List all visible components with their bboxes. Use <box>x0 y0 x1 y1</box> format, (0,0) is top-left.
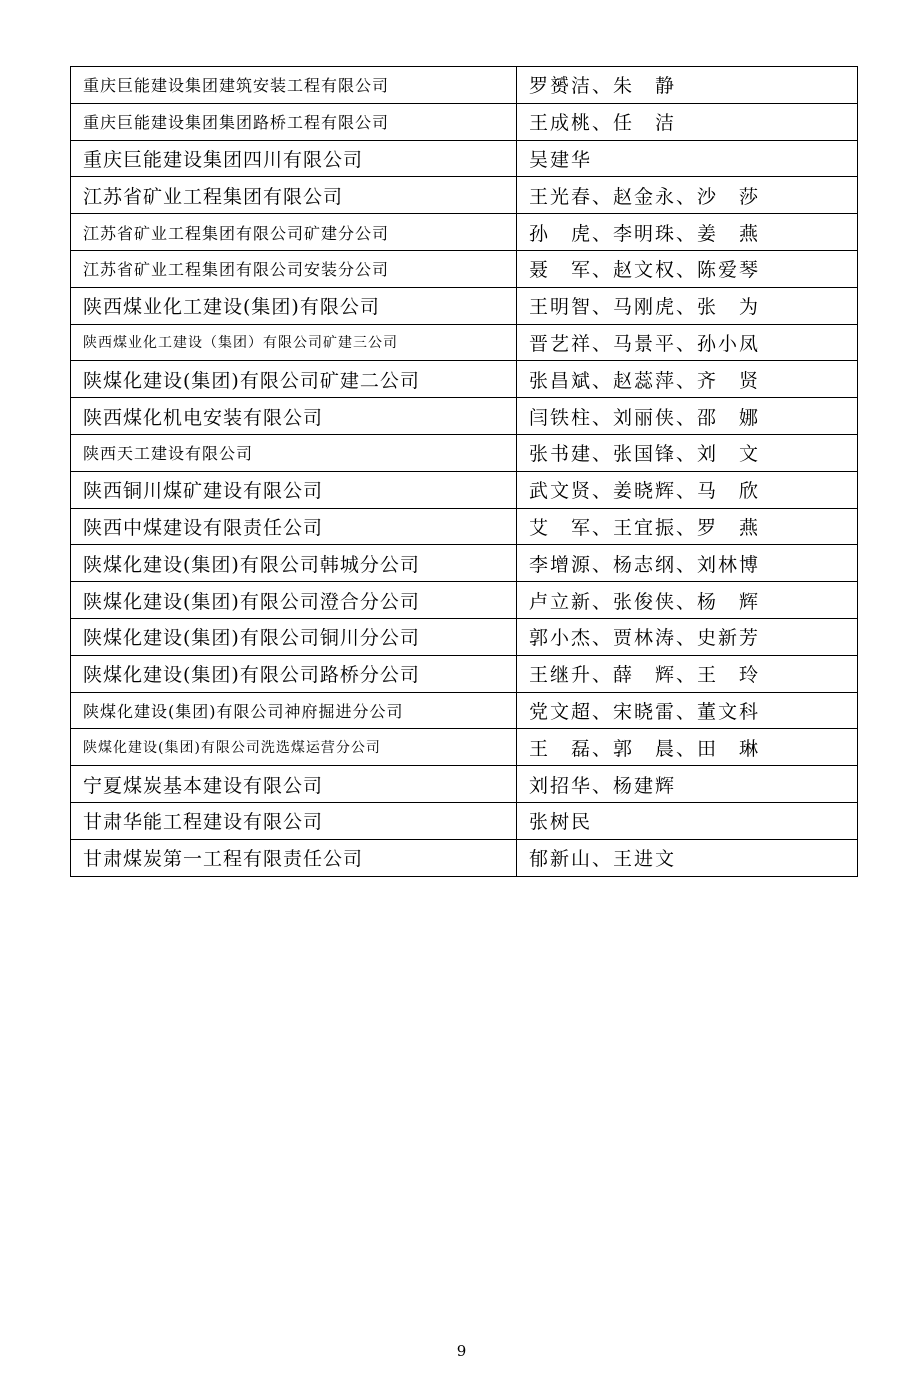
table-row <box>71 582 858 619</box>
company-cell: 陕西煤业化工建设(集团)有限公司 <box>71 287 517 324</box>
table-row <box>71 471 858 508</box>
table-row <box>71 361 858 398</box>
names-cell: 闫铁柱、刘丽侠、邵 娜 <box>517 398 858 435</box>
company-cell: 江苏省矿业工程集团有限公司安装分公司 <box>71 250 517 287</box>
names-cell: 卢立新、张俊侠、杨 辉 <box>517 582 858 619</box>
table-row <box>71 729 858 766</box>
company-cell: 陕煤化建设(集团)有限公司洗选煤运营分公司 <box>71 729 517 766</box>
table-row <box>71 839 858 876</box>
table-row <box>71 67 858 104</box>
table-row <box>71 508 858 545</box>
names-cell: 王光春、赵金永、沙 莎 <box>517 177 858 214</box>
company-cell: 重庆巨能建设集团四川有限公司 <box>71 140 517 177</box>
company-cell: 重庆巨能建设集团集团路桥工程有限公司 <box>71 103 517 140</box>
names-cell: 党文超、宋晓雷、董文科 <box>517 692 858 729</box>
names-cell: 张书建、张国锋、刘 文 <box>517 434 858 471</box>
names-cell: 郭小杰、贾林涛、史新芳 <box>517 618 858 655</box>
names-cell: 武文贤、姜晓辉、马 欣 <box>517 471 858 508</box>
table-row <box>71 250 858 287</box>
names-cell: 聂 军、赵文权、陈爱琴 <box>517 250 858 287</box>
names-cell: 孙 虎、李明珠、姜 燕 <box>517 214 858 251</box>
names-cell: 艾 军、王宜振、罗 燕 <box>517 508 858 545</box>
company-cell: 陕煤化建设(集团)有限公司矿建二公司 <box>71 361 517 398</box>
table-row <box>71 545 858 582</box>
table-row <box>71 324 858 361</box>
table-row <box>71 618 858 655</box>
table-row <box>71 802 858 839</box>
table-row <box>71 434 858 471</box>
names-cell: 王成桃、任 洁 <box>517 103 858 140</box>
names-cell: 晋艺祥、马景平、孙小凤 <box>517 324 858 361</box>
table-row <box>71 766 858 803</box>
page-number: 9 <box>456 1342 467 1360</box>
names-cell: 刘招华、杨建辉 <box>517 766 858 803</box>
company-cell: 陕煤化建设(集团)有限公司神府掘进分公司 <box>71 692 517 729</box>
company-cell: 陕西煤业化工建设（集团）有限公司矿建三公司 <box>71 324 517 361</box>
company-cell: 甘肃煤炭第一工程有限责任公司 <box>71 839 517 876</box>
company-cell: 陕煤化建设(集团)有限公司韩城分公司 <box>71 545 517 582</box>
table-row <box>71 177 858 214</box>
roster-table <box>70 66 858 877</box>
names-cell: 张昌斌、赵蕊萍、齐 贤 <box>517 361 858 398</box>
company-cell: 重庆巨能建设集团建筑安装工程有限公司 <box>71 67 517 104</box>
company-cell: 陕西天工建设有限公司 <box>71 434 517 471</box>
names-cell: 郁新山、王进文 <box>517 839 858 876</box>
company-cell: 陕煤化建设(集团)有限公司澄合分公司 <box>71 582 517 619</box>
names-cell: 张树民 <box>517 802 858 839</box>
table-row <box>71 214 858 251</box>
company-cell: 甘肃华能工程建设有限公司 <box>71 802 517 839</box>
table-row <box>71 287 858 324</box>
company-cell: 江苏省矿业工程集团有限公司矿建分公司 <box>71 214 517 251</box>
company-cell: 陕西铜川煤矿建设有限公司 <box>71 471 517 508</box>
names-cell: 吴建华 <box>517 140 858 177</box>
names-cell: 王明智、马刚虎、张 为 <box>517 287 858 324</box>
table-row <box>71 692 858 729</box>
table-row <box>71 655 858 692</box>
table-row <box>71 103 858 140</box>
names-cell: 王继升、薛 辉、王 玲 <box>517 655 858 692</box>
names-cell: 罗赟洁、朱 静 <box>517 67 858 104</box>
company-cell: 陕煤化建设(集团)有限公司铜川分公司 <box>71 618 517 655</box>
table-row <box>71 140 858 177</box>
company-cell: 陕煤化建设(集团)有限公司路桥分公司 <box>71 655 517 692</box>
names-cell: 李增源、杨志纲、刘林博 <box>517 545 858 582</box>
table-row <box>71 398 858 435</box>
company-cell: 宁夏煤炭基本建设有限公司 <box>71 766 517 803</box>
company-cell: 陕西中煤建设有限责任公司 <box>71 508 517 545</box>
company-cell: 陕西煤化机电安装有限公司 <box>71 398 517 435</box>
company-cell: 江苏省矿业工程集团有限公司 <box>71 177 517 214</box>
names-cell: 王 磊、郭 晨、田 琳 <box>517 729 858 766</box>
